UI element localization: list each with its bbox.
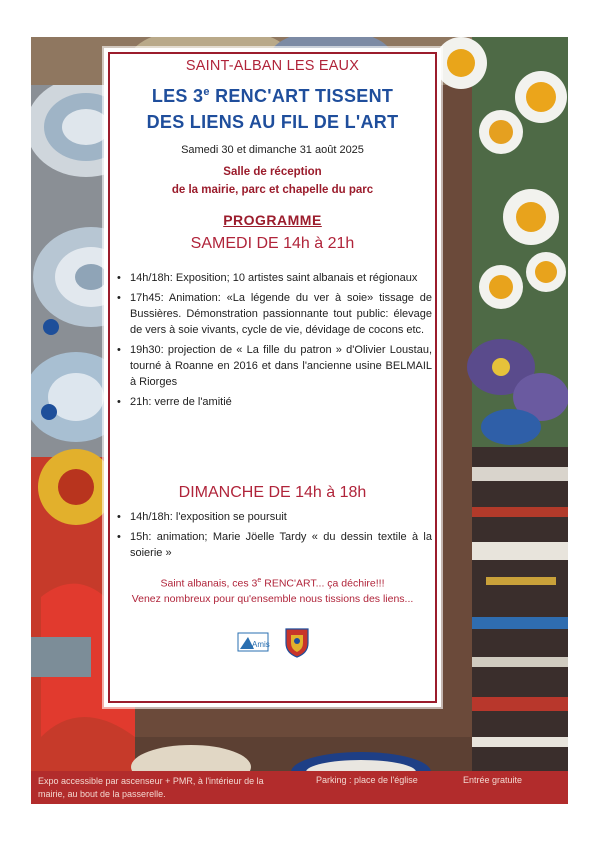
sunday-schedule bbox=[116, 509, 432, 565]
closing-message bbox=[104, 573, 441, 607]
parking-note: Parking : place de l'église bbox=[316, 775, 418, 785]
event-title-line2: DES LIENS AU FIL DE L'ART bbox=[146, 112, 399, 132]
programme-heading: PROGRAMME bbox=[223, 212, 322, 228]
association-logo-text: Amis bbox=[252, 640, 270, 649]
saturday-schedule bbox=[116, 270, 432, 414]
footer-bar bbox=[31, 771, 568, 804]
title-ordinal: e bbox=[203, 86, 210, 98]
title-prefix: LES 3 bbox=[151, 86, 204, 106]
schedule-item: • 15h: animation; Marie Jöelle Tardy « du dessin textile à la soierie » bbox=[116, 529, 432, 561]
closing-line1: Saint albanais, ces 3e RENC'ART... ça déchire!!! bbox=[160, 577, 385, 590]
schedule-item: • 21h: verre de l'amitié bbox=[116, 394, 432, 410]
partner-logos bbox=[236, 625, 316, 659]
schedule-item: • 14h/18h: Exposition; 10 artistes saint albanais et régionaux bbox=[116, 270, 432, 286]
schedule-item: • 19h30: projection de « La fille du patron » d'Olivier Loustau, tourné à Roanne en 2016 et dans l'ancienne usine BELMAIL à Riorges bbox=[116, 342, 432, 390]
town-name: SAINT-ALBAN LES EAUX bbox=[185, 58, 360, 74]
town-crest-icon bbox=[286, 629, 308, 657]
schedule-item: • 17h45: Animation: «La légende du ver à soie» tissage de Bussières. Démonstration passionnante tout public: élevage de vers à soie vivants, cycle de vie, dévidage de cocons etc. bbox=[116, 290, 432, 338]
schedule-item: • 14h/18h: l'exposition se poursuit bbox=[116, 509, 432, 525]
event-title-line1 bbox=[104, 86, 441, 107]
event-dates: Samedi 30 et dimanche 31 août 2025 bbox=[181, 144, 364, 156]
title-suffix: RENC'ART TISSENT bbox=[209, 86, 394, 106]
saturday-heading: SAMEDI DE 14h à 21h bbox=[190, 235, 355, 252]
sunday-heading: DIMANCHE DE 14h à 18h bbox=[178, 484, 367, 501]
venue-line1: Salle de réception bbox=[223, 166, 322, 178]
closing-line2: Venez nombreux pour qu'ensemble nous tissions des liens... bbox=[131, 592, 414, 605]
venue-line2: de la mairie, parc et chapelle du parc bbox=[171, 184, 374, 196]
association-logo-icon bbox=[236, 625, 316, 659]
accessibility-note: Expo accessible par ascenseur + PMR, à l'intérieur de la mairie, au bout de la passerelle. bbox=[38, 776, 264, 799]
entry-note: Entrée gratuite bbox=[463, 775, 523, 785]
